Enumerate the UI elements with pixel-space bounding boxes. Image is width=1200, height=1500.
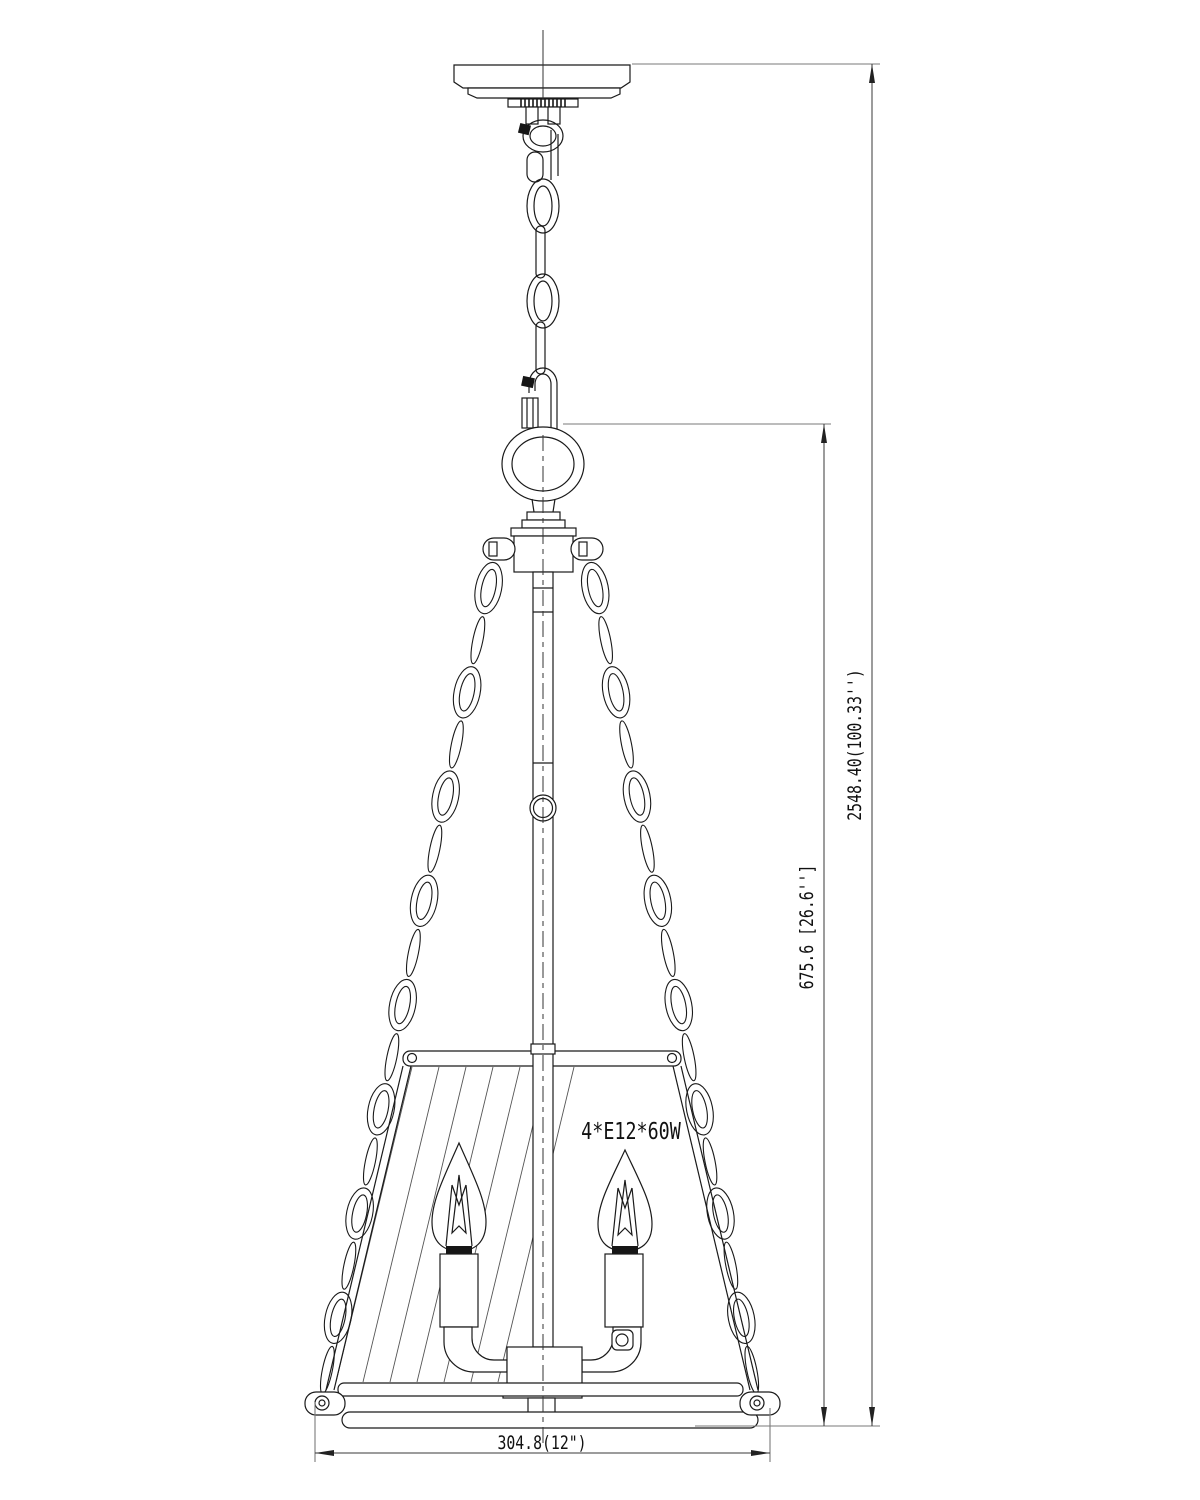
- socket-right: [605, 1254, 643, 1327]
- hanging-chain: [518, 120, 563, 429]
- overall-height-label: 2548.40(100.33''): [844, 669, 867, 821]
- s-hook: [521, 368, 557, 429]
- ceiling-canopy: [454, 65, 630, 124]
- dimension-overall-height: [632, 64, 880, 1426]
- fixture-height-label: 675.6 [26.6'']: [796, 864, 819, 990]
- candle-bulb-right: [598, 1150, 652, 1327]
- arm-screw-boss: [612, 1330, 633, 1350]
- bottom-width-label: 304.8(12"): [497, 1432, 587, 1455]
- left-ear: [483, 538, 515, 560]
- bulb-spec-label: 4*E12*60W: [581, 1118, 681, 1145]
- bulb-base-left: [446, 1246, 472, 1254]
- candle-bulb-left: [432, 1143, 486, 1327]
- hook-nut: [521, 376, 535, 388]
- dimension-fixture-height: [563, 424, 831, 1426]
- socket-left: [440, 1254, 478, 1327]
- bulb-base-right: [612, 1246, 638, 1254]
